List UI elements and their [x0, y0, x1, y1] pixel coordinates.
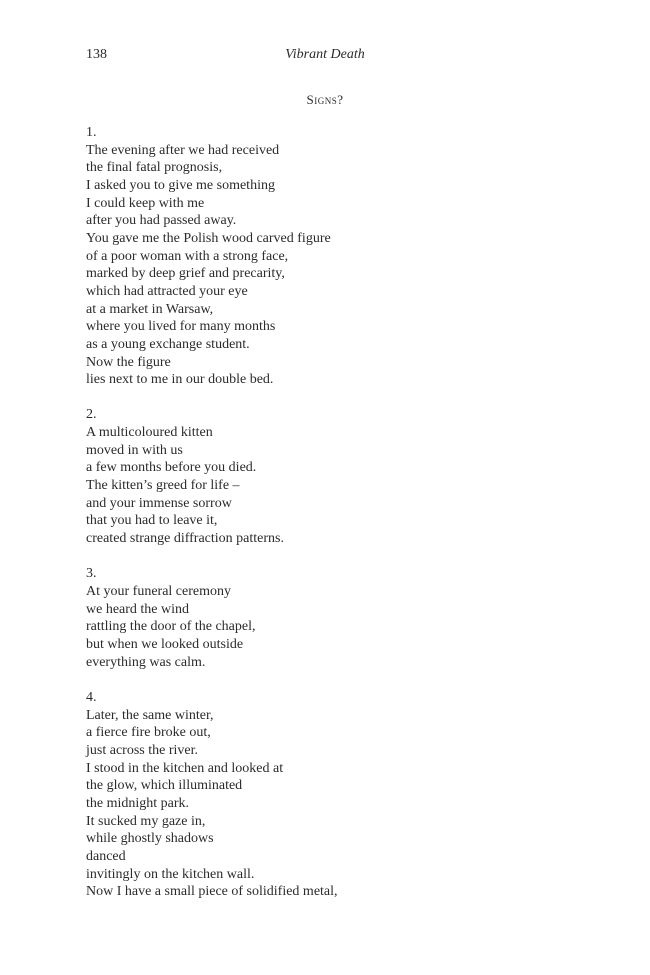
poem-line: a fierce fire broke out, [86, 725, 211, 741]
poem-line: Now I have a small piece of solidified metal, [86, 884, 338, 900]
poem-line: after you had passed away. [86, 213, 237, 229]
poem-line: the final fatal prognosis, [86, 160, 223, 176]
running-head [0, 46, 650, 64]
page-number: 138 [86, 47, 107, 62]
poem-line: danced [86, 848, 126, 864]
poem-line: just across the river. [86, 742, 198, 758]
poem-line: where you lived for many months [86, 319, 276, 335]
poem-line: while ghostly shadows [86, 831, 214, 847]
poem-line: The kitten’s greed for life – [86, 478, 240, 494]
poem-line: Later, the same winter, [86, 707, 214, 723]
stanza [86, 124, 586, 389]
poem-line: and your immense sorrow [86, 495, 232, 511]
poem-line: that you had to leave it, [86, 513, 218, 529]
poem-line: I asked you to give me something [86, 177, 275, 193]
stanza [86, 689, 586, 901]
poem-line: It sucked my gaze in, [86, 813, 206, 829]
poem-line: but when we looked outside [86, 637, 244, 652]
poem-line: The evening after we had received [86, 142, 280, 158]
poem-line: invitingly on the kitchen wall. [86, 866, 255, 882]
poem-line: a few months before you died. [86, 460, 257, 476]
stanza [86, 406, 586, 547]
running-head-text: Vibrant Death [285, 47, 365, 62]
stanza-number: 2. [86, 407, 97, 423]
poem-line: Now the figure [86, 354, 171, 370]
stanza-number: 1. [86, 125, 97, 140]
poem-line: at a market in Warsaw, [86, 301, 214, 317]
poem-line: You gave me the Polish wood carved figure [86, 230, 331, 246]
poem-line: which had attracted your eye [86, 283, 248, 299]
poem-line: At your funeral ceremony [86, 584, 231, 600]
poem-line: A multicoloured kitten [86, 425, 213, 441]
poem-line: we heard the wind [86, 601, 190, 617]
poem-line: as a young exchange student. [86, 336, 250, 352]
poem-line: lies next to me in our double bed. [86, 372, 274, 388]
stanza-number: 3. [86, 566, 97, 582]
poem-line: created strange diffraction patterns. [86, 531, 284, 547]
poem-line: I stood in the kitchen and looked at [86, 760, 284, 776]
stanza [86, 565, 586, 671]
poem-line: the glow, which illuminated [86, 778, 243, 794]
poem-line: rattling the door of the chapel, [86, 619, 256, 635]
poem-line: everything was calm. [86, 654, 206, 670]
poem-body [86, 124, 586, 918]
poem-title: Signs? [306, 92, 344, 107]
poem-line: marked by deep grief and precarity, [86, 266, 285, 282]
stanza-number: 4. [86, 689, 97, 705]
poem-line: the midnight park. [86, 795, 190, 811]
poem-line: of a poor woman with a strong face, [86, 248, 289, 264]
poem-line: I could keep with me [86, 195, 205, 211]
poem-line: moved in with us [86, 442, 183, 458]
